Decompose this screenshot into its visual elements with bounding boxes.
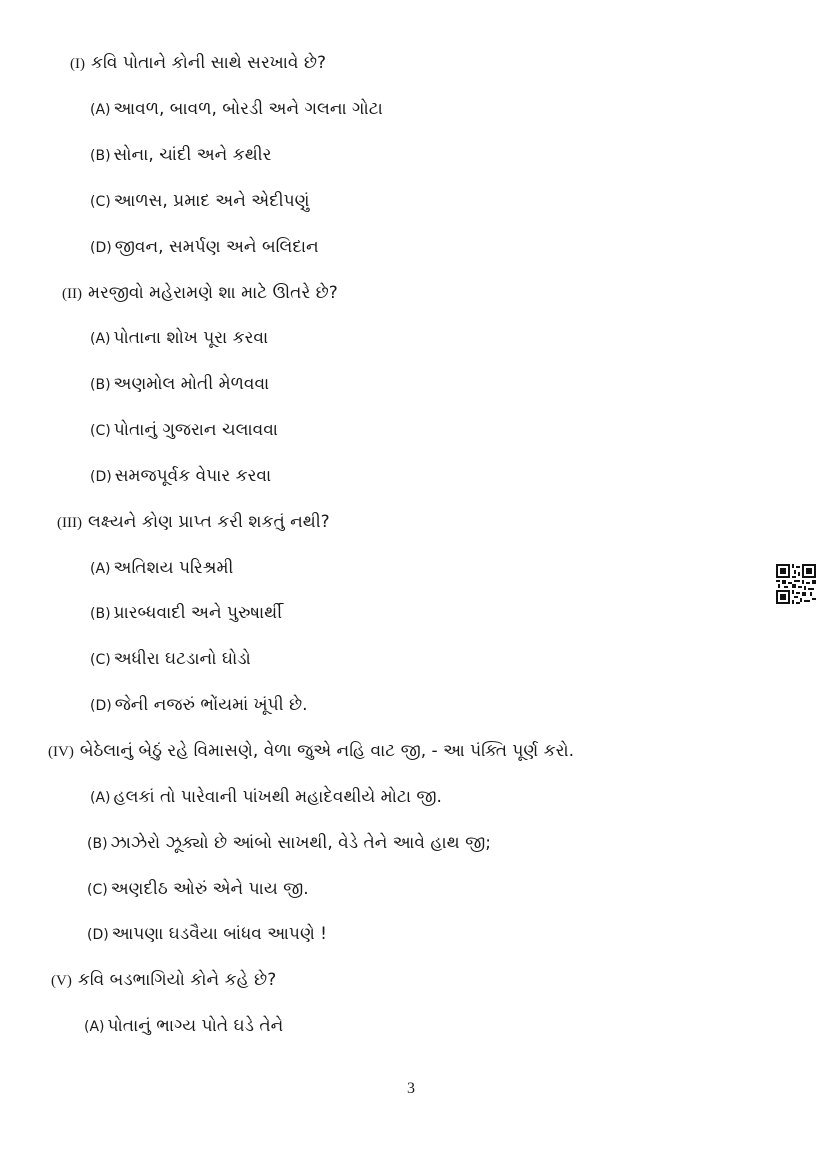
option-2b — [90, 373, 269, 396]
option-text: અધીરા ઘટડાનો ઘોડો — [113, 649, 251, 669]
qr-code-graphic — [776, 564, 816, 604]
option-4a — [90, 786, 442, 809]
option-3a — [90, 557, 233, 580]
question-number: (IV) — [48, 744, 74, 760]
option-4b — [87, 832, 491, 855]
option-text: સમજપૂર્વક વેપાર કરવા — [114, 466, 272, 486]
question-number: (II) — [62, 286, 82, 302]
question-number: (I) — [70, 56, 85, 72]
option-label: (A) — [84, 1019, 105, 1035]
option-text: સોના, ચાંદી અને કથીર — [113, 145, 272, 165]
page-number: 3 — [407, 1080, 415, 1097]
option-label: (D) — [90, 469, 112, 485]
option-label: (A) — [90, 790, 111, 806]
option-1b — [90, 144, 271, 167]
option-text: જેની નજરું ભોંયમાં ખૂંપી છે. — [114, 695, 308, 715]
option-text: પોતાનું ગુજરાન ચલાવવા — [113, 420, 278, 440]
option-4d — [87, 923, 327, 946]
option-1c — [90, 190, 309, 213]
question-number: (V) — [51, 973, 72, 989]
option-text: પોતાનું ભાગ્ય પોતે ઘડે તેને — [107, 1016, 284, 1036]
question-4 — [48, 740, 574, 763]
qr-code-icon — [776, 564, 816, 604]
question-1 — [70, 52, 326, 75]
option-2c — [90, 419, 278, 442]
question-text: બેઠેલાનું બેઠું રહે વિમાસણે, વેળા જુએ નહિ વાટ જી, - આ પંક્તિ પૂર્ણ કરો. — [79, 741, 575, 761]
option-label: (C) — [87, 882, 108, 898]
question-text: લક્ષ્યને કોણ પ્રાપ્ત કરી શકતું નથી? — [87, 512, 330, 532]
option-5a — [84, 1015, 283, 1038]
option-label: (D) — [87, 927, 109, 943]
option-1a — [90, 98, 383, 121]
option-text: અણમોલ મોતી મેળવવા — [113, 374, 270, 394]
question-text: કવિ પોતાને કોની સાથે સરખાવે છે? — [91, 53, 327, 73]
option-text: પોતાના શોખ પૂરા કરવા — [113, 328, 269, 348]
option-text: અતિશય પરિશ્રમી — [113, 558, 234, 578]
option-text: આળસ, પ્રમાદ અને એદીપણું — [113, 191, 310, 211]
option-label: (D) — [90, 240, 112, 256]
option-text: આવળ, બાવળ, બોરડી અને ગલના ગોટા — [113, 99, 383, 119]
option-label: (B) — [87, 836, 108, 852]
option-2d — [90, 465, 271, 488]
option-label: (C) — [90, 194, 111, 210]
option-3d — [90, 694, 308, 717]
option-3b — [90, 602, 282, 625]
option-text: હલકાં તો પારેવાની પાંખથી મહાદેવથીયે મોટા જી. — [113, 787, 442, 807]
option-label: (B) — [90, 148, 111, 164]
question-text: મરજીવો મહેરામણે શા માટે ઊતરે છે? — [87, 283, 338, 303]
option-label: (D) — [90, 698, 112, 714]
option-text: આપણા ઘડવૈયા બાંધવ આપણે ! — [111, 924, 327, 944]
option-label: (B) — [90, 606, 111, 622]
option-1d — [90, 236, 319, 259]
question-text: કવિ બડભાગિયો કોને કહે છે? — [77, 970, 277, 990]
option-label: (A) — [90, 561, 111, 577]
option-text: અણદીઠ ઓરું એને પાય જી. — [110, 879, 309, 899]
question-5 — [51, 969, 276, 992]
option-label: (A) — [90, 102, 111, 118]
question-number: (III) — [57, 515, 82, 531]
option-text: જીવન, સમર્પણ અને બલિદાન — [114, 237, 319, 257]
question-3 — [57, 511, 330, 534]
question-2 — [62, 282, 338, 305]
option-label: (A) — [90, 331, 111, 347]
option-3c — [90, 648, 251, 671]
option-text: ઝાઝેરો ઝૂક્યો છે આંબો સાખથી, વેડે તેને આવે હાથ જી; — [110, 833, 492, 853]
option-label: (C) — [90, 423, 111, 439]
option-4c — [87, 878, 309, 901]
option-2a — [90, 327, 268, 350]
option-label: (B) — [90, 377, 111, 393]
option-label: (C) — [90, 652, 111, 668]
option-text: પ્રારબ્ધવાદી અને પુરુષાર્થી — [113, 603, 283, 623]
